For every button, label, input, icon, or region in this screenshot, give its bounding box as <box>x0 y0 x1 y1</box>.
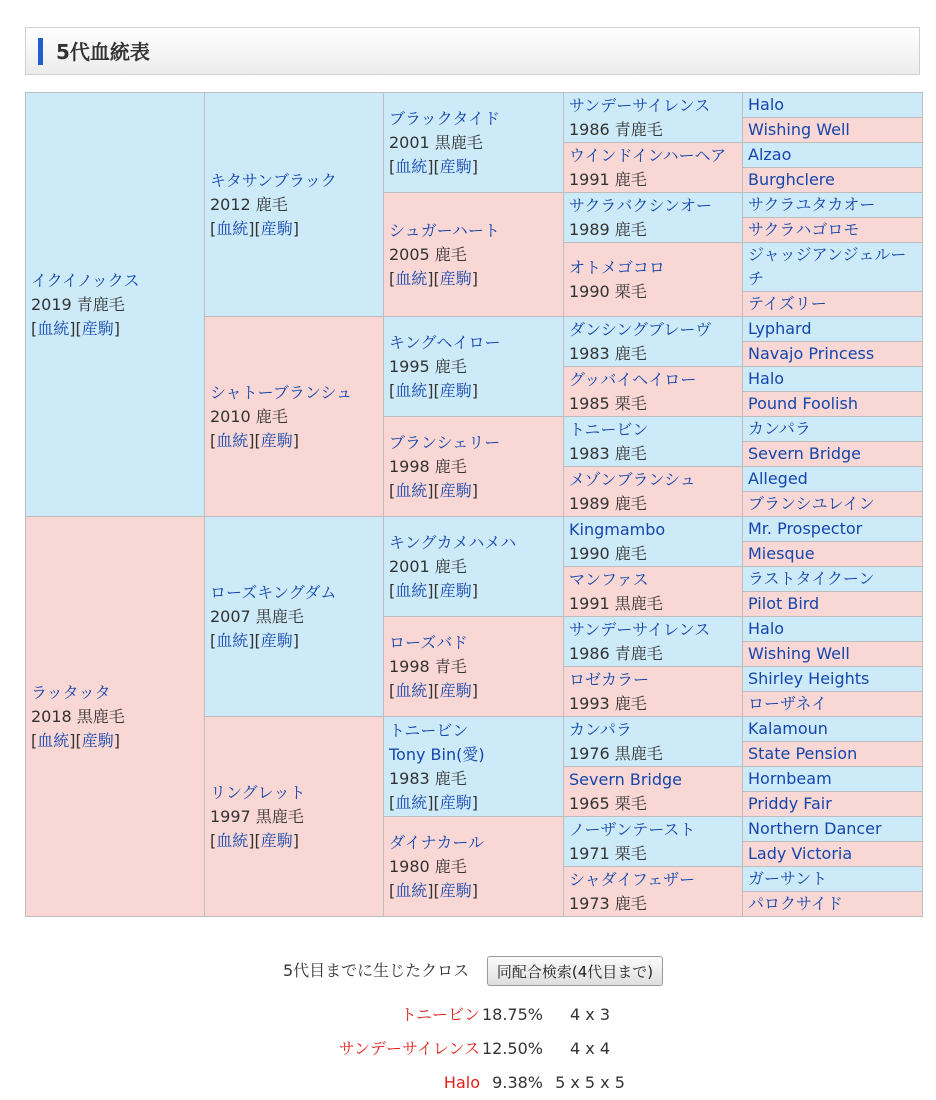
produce-link[interactable]: 産駒 <box>439 580 472 600</box>
horse-name-link[interactable]: ブランシユレイン <box>748 494 875 513</box>
pedigree-cell-gen5 <box>743 517 923 542</box>
pedigree-cell-gen4 <box>564 617 743 667</box>
horse-name-link[interactable]: Wishing Well <box>748 120 850 139</box>
horse-name-link[interactable]: State Pension <box>748 744 858 763</box>
horse-name-link[interactable]: リングレット <box>210 782 306 802</box>
pedigree-row <box>26 517 923 542</box>
pedigree-cell-gen2 <box>205 317 384 517</box>
section-heading <box>25 27 920 75</box>
horse-name-link[interactable]: ブランシェリー <box>389 432 501 452</box>
horse-name-link[interactable]: Shirley Heights <box>748 669 870 688</box>
pedigree-cell-gen5 <box>743 667 923 692</box>
horse-name-link[interactable]: サクラバクシンオー <box>569 195 712 215</box>
horse-links: [血統][産駒] <box>389 380 479 400</box>
pedigree-cell-gen4 <box>564 93 743 143</box>
horse-info: 1976 黒鹿毛 <box>569 743 663 763</box>
blood-link[interactable]: 血統 <box>216 830 249 850</box>
blood-link[interactable]: 血統 <box>395 268 428 288</box>
pedigree-cell-gen5 <box>743 742 923 767</box>
pedigree-cell-gen4 <box>564 667 743 717</box>
horse-info: 1989 鹿毛 <box>569 219 647 239</box>
horse-name-link[interactable]: ノーザンテースト <box>569 819 696 839</box>
cross-row <box>0 1071 936 1095</box>
cross-bar <box>0 956 936 986</box>
pedigree-cell-gen4 <box>564 417 743 467</box>
blood-link[interactable]: 血統 <box>395 792 428 812</box>
pedigree-cell-gen1 <box>26 517 205 917</box>
horse-name-link[interactable]: Halo <box>748 369 785 388</box>
horse-name-link[interactable]: ダンシングブレーヴ <box>569 319 712 339</box>
blood-link[interactable]: 血統 <box>395 580 428 600</box>
pedigree-cell-gen3 <box>384 517 564 617</box>
horse-info: 1965 栗毛 <box>569 793 647 813</box>
horse-info: 1990 鹿毛 <box>569 543 647 563</box>
horse-info: 2018 黒鹿毛 <box>31 706 125 726</box>
horse-name-link[interactable]: Alzao <box>748 145 792 164</box>
pedigree-cell-gen2 <box>205 93 384 317</box>
horse-name-link[interactable]: グッバイヘイロー <box>569 369 697 389</box>
blood-link[interactable]: 血統 <box>216 218 249 238</box>
blood-link[interactable]: 血統 <box>395 680 428 700</box>
pedigree-cell-gen5 <box>743 292 923 317</box>
pedigree-cell-gen5 <box>743 542 923 567</box>
horse-links: [血統][産駒] <box>389 580 479 600</box>
pedigree-cell-gen3 <box>384 417 564 517</box>
blood-link[interactable]: 血統 <box>216 430 249 450</box>
pedigree-cell-gen5 <box>743 892 923 917</box>
horse-name-link[interactable]: Burghclere <box>748 170 835 189</box>
cross-label: 5代目までに生じたクロス <box>283 961 470 980</box>
horse-name-link[interactable]: キタサンブラック <box>210 170 337 190</box>
blood-link[interactable]: 血統 <box>37 730 70 750</box>
horse-info: 1973 鹿毛 <box>569 893 647 913</box>
horse-name-link[interactable]: Wishing Well <box>748 644 850 663</box>
horse-name-link[interactable]: Hornbeam <box>748 769 832 788</box>
horse-info: 2001 鹿毛 <box>389 556 467 576</box>
horse-name-link[interactable]: ローズキングダム <box>210 582 337 602</box>
produce-link[interactable]: 産駒 <box>439 156 472 176</box>
horse-links: [血統][産駒] <box>31 730 121 750</box>
produce-link[interactable]: 産駒 <box>439 268 472 288</box>
pedigree-cell-gen5 <box>743 218 923 243</box>
horse-name-link[interactable]: Halo <box>748 95 785 114</box>
horse-name-link[interactable]: オトメゴコロ <box>569 257 665 277</box>
produce-link[interactable]: 産駒 <box>439 880 472 900</box>
pedigree-cell-gen3 <box>384 717 564 817</box>
horse-name-link[interactable]: Severn Bridge <box>569 769 682 789</box>
horse-name-link[interactable]: Priddy Fair <box>748 794 832 813</box>
pedigree-table <box>25 92 923 917</box>
cross-pattern: 4 x 4 <box>570 1039 610 1058</box>
horse-links: [血統][産駒] <box>31 318 121 338</box>
produce-link[interactable]: 産駒 <box>260 430 293 450</box>
horse-info: 2001 黒鹿毛 <box>389 132 483 152</box>
horse-info: 2007 黒鹿毛 <box>210 606 304 626</box>
horse-name-link[interactable]: ローズバド <box>389 632 468 652</box>
horse-alt-name-link[interactable]: Tony Bin(愛) <box>389 744 485 764</box>
blood-link[interactable]: 血統 <box>395 880 428 900</box>
pedigree-cell-gen5 <box>743 567 923 592</box>
pedigree-cell-gen4 <box>564 243 743 317</box>
page-title: 5代血統表 <box>56 40 150 64</box>
horse-links: [血統][産駒] <box>210 830 300 850</box>
horse-info: 1986 青鹿毛 <box>569 643 663 663</box>
horse-info: 2012 鹿毛 <box>210 194 288 214</box>
horse-name-link[interactable]: Pilot Bird <box>748 594 820 613</box>
horse-links: [血統][産駒] <box>210 630 300 650</box>
horse-name-link[interactable]: テイズリー <box>748 294 827 313</box>
horse-links: [血統][産駒] <box>210 218 300 238</box>
pedigree-cell-gen5 <box>743 817 923 842</box>
produce-link[interactable]: 産駒 <box>439 792 472 812</box>
pedigree-cell-gen4 <box>564 567 743 617</box>
pedigree-cell-gen5 <box>743 592 923 617</box>
pedigree-cell-gen5 <box>743 168 923 193</box>
horse-name-link[interactable]: サンデーサイレンス <box>569 619 711 639</box>
horse-name-link[interactable]: ガーサント <box>748 869 828 888</box>
horse-name-link[interactable]: サクラユタカオー <box>748 195 876 214</box>
horse-name-link[interactable]: シャダイフェザー <box>569 869 696 889</box>
produce-link[interactable]: 産駒 <box>260 830 293 850</box>
horse-name-link[interactable]: トニービン <box>569 419 649 439</box>
horse-info: 1989 鹿毛 <box>569 493 647 513</box>
horse-info: 1986 青鹿毛 <box>569 119 663 139</box>
horse-info: 1998 鹿毛 <box>389 456 467 476</box>
pedigree-cell-gen5 <box>743 467 923 492</box>
same-mating-search-button[interactable]: 同配合検索(4代目まで) <box>487 956 663 986</box>
pedigree-cell-gen3 <box>384 317 564 417</box>
horse-info: 1990 栗毛 <box>569 281 647 301</box>
pedigree-cell-gen5 <box>743 492 923 517</box>
pedigree-cell-gen1 <box>26 93 205 517</box>
horse-links: [血統][産駒] <box>389 268 479 288</box>
pedigree-cell-gen4 <box>564 317 743 367</box>
cross-row <box>0 1037 936 1061</box>
horse-name-link[interactable]: カンパラ <box>748 419 811 438</box>
horse-info: 1993 鹿毛 <box>569 693 647 713</box>
cross-pattern: 4 x 3 <box>570 1005 610 1024</box>
produce-link[interactable]: 産駒 <box>439 480 472 500</box>
pedigree-cell-gen5 <box>743 692 923 717</box>
horse-name-link[interactable]: キングヘイロー <box>389 332 501 352</box>
pedigree-cell-gen5 <box>743 617 923 642</box>
horse-name-link[interactable]: トニービン <box>389 720 469 740</box>
cross-percent: 9.38% <box>492 1073 543 1092</box>
horse-name-link[interactable]: Northern Dancer <box>748 819 882 838</box>
pedigree-cell-gen5 <box>743 867 923 892</box>
produce-link[interactable]: 産駒 <box>439 380 472 400</box>
pedigree-cell-gen4 <box>564 867 743 917</box>
cross-row <box>0 1003 936 1027</box>
pedigree-cell-gen3 <box>384 93 564 193</box>
horse-name-link[interactable]: Pound Foolish <box>748 394 858 413</box>
horse-name-link[interactable]: ジャッジアンジェルーチ <box>748 245 907 288</box>
horse-name-link[interactable]: ダイナカール <box>389 832 485 852</box>
horse-name-link[interactable]: Navajo Princess <box>748 344 875 363</box>
pedigree-cell-gen5 <box>743 842 923 867</box>
horse-info: 1983 鹿毛 <box>569 343 647 363</box>
horse-name-link[interactable]: Lady Victoria <box>748 844 853 863</box>
horse-name-link[interactable]: ラッタッタ <box>31 682 111 702</box>
horse-name-link[interactable]: Mr. Prospector <box>748 519 863 538</box>
horse-name-link[interactable]: シャトーブランシュ <box>210 382 353 402</box>
pedigree-row <box>26 93 923 118</box>
horse-links: [血統][産駒] <box>210 430 300 450</box>
horse-info: 1998 青毛 <box>389 656 467 676</box>
horse-name-link[interactable]: Halo <box>748 619 785 638</box>
cross-horse-link[interactable]: Halo <box>443 1073 480 1092</box>
horse-links: [血統][産駒] <box>389 156 479 176</box>
pedigree-cell-gen5 <box>743 93 923 118</box>
cross-percent: 18.75% <box>481 1005 543 1024</box>
pedigree-cell-gen5 <box>743 317 923 342</box>
horse-name-link[interactable]: シュガーハート <box>389 220 500 240</box>
horse-info: 1995 鹿毛 <box>389 356 467 376</box>
pedigree-cell-gen5 <box>743 193 923 218</box>
horse-links: [血統][産駒] <box>389 792 479 812</box>
horse-info: 2019 青鹿毛 <box>31 294 125 314</box>
horse-name-link[interactable]: サンデーサイレンス <box>569 95 711 115</box>
pedigree-cell-gen5 <box>743 243 923 292</box>
pedigree-cell-gen3 <box>384 193 564 317</box>
horse-info: 1971 栗毛 <box>569 843 647 863</box>
pedigree-cell-gen4 <box>564 467 743 517</box>
cross-percent: 12.50% <box>481 1039 543 1058</box>
cross-pattern: 5 x 5 x 5 <box>555 1073 625 1092</box>
horse-name-link[interactable]: ブラックタイド <box>389 108 501 128</box>
horse-info: 2005 鹿毛 <box>389 244 467 264</box>
horse-info: 1991 鹿毛 <box>569 169 647 189</box>
horse-name-link[interactable]: Miesque <box>748 544 815 563</box>
horse-info: 1983 鹿毛 <box>389 768 467 788</box>
produce-link[interactable]: 産駒 <box>260 218 293 238</box>
pedigree-cell-gen4 <box>564 517 743 567</box>
horse-name-link[interactable]: Lyphard <box>748 319 812 338</box>
pedigree-cell-gen4 <box>564 767 743 817</box>
horse-links: [血統][産駒] <box>389 880 479 900</box>
blood-link[interactable]: 血統 <box>216 630 249 650</box>
cross-horse-link[interactable]: トニービン <box>400 1005 480 1024</box>
horse-name-link[interactable]: ウインドインハーヘア <box>569 145 727 165</box>
pedigree-cell-gen5 <box>743 767 923 792</box>
horse-name-link[interactable]: サクラハゴロモ <box>748 220 860 239</box>
pedigree-cell-gen5 <box>743 342 923 367</box>
pedigree-cell-gen4 <box>564 193 743 243</box>
horse-name-link[interactable]: カンパラ <box>569 719 632 739</box>
horse-info: 1997 黒鹿毛 <box>210 806 304 826</box>
horse-name-link[interactable]: ロゼカラー <box>569 669 650 689</box>
produce-link[interactable]: 産駒 <box>260 630 293 650</box>
horse-info: 2010 鹿毛 <box>210 406 288 426</box>
cross-horse-link[interactable]: サンデーサイレンス <box>338 1039 480 1058</box>
pedigree-cell-gen5 <box>743 417 923 442</box>
pedigree-cell-gen4 <box>564 817 743 867</box>
blood-link[interactable]: 血統 <box>395 480 428 500</box>
produce-link[interactable]: 産駒 <box>81 318 114 338</box>
pedigree-cell-gen5 <box>743 792 923 817</box>
horse-name-link[interactable]: メゾンブランシュ <box>569 469 696 489</box>
blood-link[interactable]: 血統 <box>395 156 428 176</box>
horse-info: 1983 鹿毛 <box>569 443 647 463</box>
horse-links: [血統][産駒] <box>389 480 479 500</box>
horse-name-link[interactable]: Kalamoun <box>748 719 828 738</box>
pedigree-cell-gen5 <box>743 442 923 467</box>
horse-info: 1985 栗毛 <box>569 393 647 413</box>
pedigree-cell-gen4 <box>564 143 743 193</box>
horse-name-link[interactable]: イクイノックス <box>31 270 140 290</box>
horse-name-link[interactable]: Kingmambo <box>569 519 666 539</box>
horse-name-link[interactable]: キングカメハメハ <box>389 532 517 552</box>
horse-info: 1980 鹿毛 <box>389 856 467 876</box>
horse-name-link[interactable]: パロクサイド <box>748 894 843 913</box>
pedigree-cell-gen4 <box>564 717 743 767</box>
pedigree-cell-gen5 <box>743 367 923 392</box>
pedigree-cell-gen5 <box>743 717 923 742</box>
pedigree-cell-gen5 <box>743 642 923 667</box>
heading-accent-bar <box>38 38 43 65</box>
produce-link[interactable]: 産駒 <box>81 730 114 750</box>
horse-links: [血統][産駒] <box>389 680 479 700</box>
pedigree-cell-gen2 <box>205 517 384 717</box>
horse-name-link[interactable]: ラストタイクーン <box>748 569 875 588</box>
horse-name-link[interactable]: ローザネイ <box>748 694 828 713</box>
pedigree-cell-gen4 <box>564 367 743 417</box>
produce-link[interactable]: 産駒 <box>439 680 472 700</box>
horse-name-link[interactable]: マンファス <box>569 569 649 589</box>
blood-link[interactable]: 血統 <box>37 318 70 338</box>
pedigree-cell-gen2 <box>205 717 384 917</box>
horse-info: 1991 黒鹿毛 <box>569 593 663 613</box>
horse-name-link[interactable]: Alleged <box>748 469 808 488</box>
pedigree-cell-gen5 <box>743 143 923 168</box>
pedigree-cell-gen3 <box>384 617 564 717</box>
horse-name-link[interactable]: Severn Bridge <box>748 444 861 463</box>
blood-link[interactable]: 血統 <box>395 380 428 400</box>
pedigree-cell-gen5 <box>743 392 923 417</box>
pedigree-cell-gen3 <box>384 817 564 917</box>
pedigree-cell-gen5 <box>743 118 923 143</box>
